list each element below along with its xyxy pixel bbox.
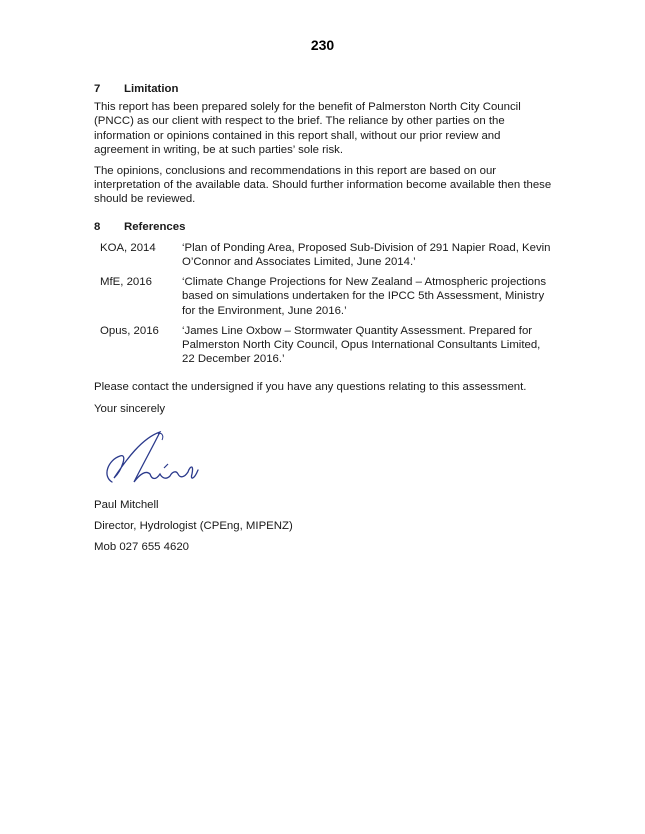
section-title: Limitation bbox=[124, 83, 179, 95]
section-number: 7 bbox=[94, 83, 101, 95]
reference-list bbox=[100, 241, 554, 367]
page-number: 230 bbox=[310, 37, 335, 53]
signature bbox=[98, 430, 554, 494]
reference-key: KOA, 2014 bbox=[100, 241, 156, 254]
contact-line: Please contact the undersigned if you have any questions relating to this assessment. bbox=[94, 381, 527, 394]
reference-text: ‘Climate Change Projections for New Zealand – Atmospheric projections based on simulations undertaken for the IPCC 5th Assessment, Ministry for the Environment, June 2016.’ bbox=[182, 276, 547, 317]
section-heading-references bbox=[94, 220, 554, 234]
section-heading-limitation bbox=[94, 82, 554, 96]
reference-key: Opus, 2016 bbox=[100, 324, 159, 337]
reference-item bbox=[100, 241, 554, 269]
reference-key: MfE, 2016 bbox=[100, 276, 152, 289]
sign-off: Your sincerely bbox=[94, 402, 166, 415]
signatory-name: Paul Mitchell bbox=[94, 498, 159, 511]
reference-text: ‘James Line Oxbow – Stormwater Quantity Assessment. Prepared for Palmerston North City Council, Opus International Consultants Limited, 22 December 2016.’ bbox=[182, 324, 541, 366]
limitation-paragraph-2: The opinions, conclusions and recommendations in this report are based on our interpretation of the available data. Should further information become available then these should be reviewed. bbox=[94, 165, 552, 206]
reference-item bbox=[100, 275, 554, 318]
limitation-paragraph-1: This report has been prepared solely for the benefit of Palmerston North City Council (PNCC) as our client with respect to the brief. The reliance by other parties on the information or opinions contained in this report shall, without our prior review and agreement in writing, be at such parties’ sole risk. bbox=[94, 101, 521, 156]
signatory-title: Director, Hydrologist (CPEng, MIPENZ) bbox=[94, 520, 293, 533]
reference-item bbox=[100, 324, 554, 367]
reference-text: ‘Plan of Ponding Area, Proposed Sub-Division of 291 Napier Road, Kevin O’Connor and Associates Limited, June 2014.’ bbox=[182, 241, 551, 269]
section-number: 8 bbox=[94, 220, 101, 233]
signatory-mobile: Mob 027 655 4620 bbox=[94, 541, 190, 554]
document-body bbox=[94, 82, 554, 561]
section-title: References bbox=[124, 220, 186, 233]
